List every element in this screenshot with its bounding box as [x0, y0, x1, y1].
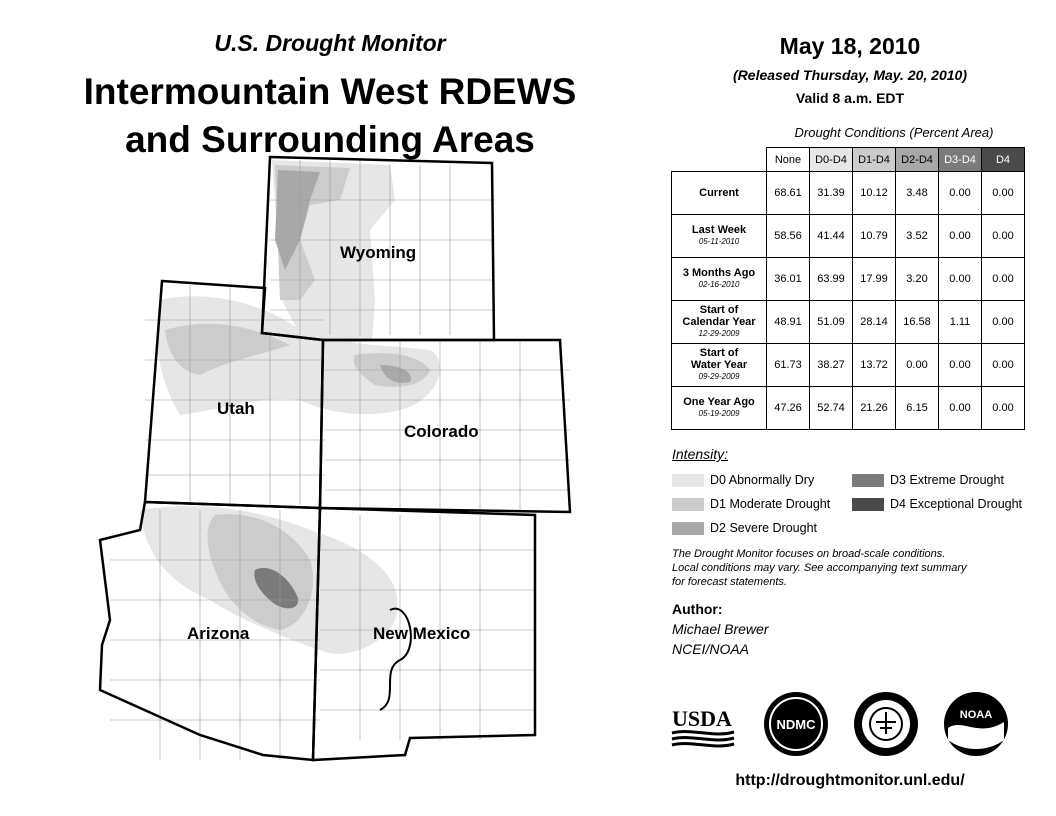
table-cell: 41.44: [810, 215, 853, 258]
row-label: Start of Calendar Year 12-29-2009: [672, 301, 767, 344]
table-row: [672, 301, 1025, 344]
table-cell: 28.14: [853, 301, 896, 344]
table-cell: 3.20: [896, 258, 939, 301]
table-cell: 0.00: [939, 258, 982, 301]
note-line: Local conditions may vary. See accompanying text summary: [672, 562, 967, 574]
map-title-line1: Intermountain West RDEWS: [83, 71, 577, 112]
table-cell: 52.74: [810, 387, 853, 430]
legend-label-d2: D2 Severe Drought: [710, 521, 818, 535]
svg-text:NDMC: NDMC: [776, 717, 816, 732]
table-cell: 10.12: [853, 172, 896, 215]
author-label: Author:: [672, 601, 723, 617]
table-header-row: [672, 148, 1025, 172]
legend-swatch-d3: [852, 474, 884, 487]
legend-item-d0: [672, 473, 814, 487]
col-header-d1-d4: D1-D4: [853, 148, 896, 172]
table-cell: 61.73: [767, 344, 810, 387]
state-label-utah: Utah: [217, 399, 255, 418]
row-label: Current: [672, 172, 767, 215]
table-cell: 0.00: [939, 172, 982, 215]
website-link[interactable]: http://droughtmonitor.unl.edu/: [735, 772, 965, 789]
table-cell: 58.56: [767, 215, 810, 258]
state-label-new-mexico: New Mexico: [373, 624, 471, 643]
state-label-arizona: Arizona: [187, 624, 250, 643]
agency-logos: [668, 688, 1018, 763]
table-cell: 68.61: [767, 172, 810, 215]
legend-item-d1: [672, 497, 830, 511]
table-cell: 21.26: [853, 387, 896, 430]
release-date: (Released Thursday, May. 20, 2010): [733, 67, 967, 83]
table-cell: 3.48: [896, 172, 939, 215]
map-title-line2: and Surrounding Areas: [125, 119, 535, 160]
valid-time: Valid 8 a.m. EDT: [795, 90, 905, 106]
noaa-logo: [944, 692, 1008, 756]
table-cell: 51.09: [810, 301, 853, 344]
row-label: Last Week 05-11-2010: [672, 215, 767, 258]
table-cell: 16.58: [896, 301, 939, 344]
drought-conditions-table: [671, 147, 1025, 430]
commerce-seal-logo: [854, 692, 918, 756]
table-cell: 0.00: [982, 301, 1025, 344]
map-date: May 18, 2010: [779, 33, 921, 59]
table-cell: 0.00: [939, 344, 982, 387]
legend-item-d3: [852, 473, 1004, 487]
table-cell: 0.00: [982, 258, 1025, 301]
table-corner: [672, 148, 767, 172]
col-header-none: None: [767, 148, 810, 172]
table-row: [672, 172, 1025, 215]
col-header-d0-d4: D0-D4: [810, 148, 853, 172]
table-cell: 0.00: [896, 344, 939, 387]
table-cell: 0.00: [982, 215, 1025, 258]
table-cell: 10.79: [853, 215, 896, 258]
author-name: Michael Brewer: [672, 621, 769, 637]
table-cell: 0.00: [982, 172, 1025, 215]
table-cell: 17.99: [853, 258, 896, 301]
svg-text:USDA: USDA: [672, 706, 732, 731]
table-cell: 47.26: [767, 387, 810, 430]
legend-swatch-d0: [672, 474, 704, 487]
legend-label-d0: D0 Abnormally Dry: [710, 473, 815, 487]
note-line: for forecast statements.: [672, 576, 787, 588]
table-cell: 3.52: [896, 215, 939, 258]
author-org: NCEI/NOAA: [672, 641, 750, 657]
row-label: Start of Water Year 09-29-2009: [672, 344, 767, 387]
table-cell: 6.15: [896, 387, 939, 430]
legend-swatch-d4: [852, 498, 884, 511]
legend-title: Intensity:: [672, 446, 729, 462]
table-cell: 0.00: [939, 215, 982, 258]
row-label: 3 Months Ago 02-16-2010: [672, 258, 767, 301]
disclaimer-note: [672, 547, 1022, 589]
table-row: [672, 258, 1025, 301]
legend-item-d4: [852, 497, 1022, 511]
legend-swatch-d1: [672, 498, 704, 511]
legend-label-d1: D1 Moderate Drought: [710, 497, 831, 511]
legend-item-d2: [672, 521, 817, 535]
state-label-wyoming: Wyoming: [340, 243, 417, 262]
table-cell: 48.91: [767, 301, 810, 344]
table-cell: 0.00: [982, 344, 1025, 387]
table-caption: Drought Conditions (Percent Area): [794, 125, 994, 140]
table-row: [672, 215, 1025, 258]
map-supertitle: U.S. Drought Monitor: [214, 30, 446, 56]
usda-logo: [672, 706, 734, 746]
table-cell: 13.72: [853, 344, 896, 387]
table-row: [672, 344, 1025, 387]
table-cell: 63.99: [810, 258, 853, 301]
table-cell: 0.00: [982, 387, 1025, 430]
svg-text:NOAA: NOAA: [959, 709, 993, 721]
table-row: [672, 387, 1025, 430]
table-cell: 1.11: [939, 301, 982, 344]
ndmc-logo: [764, 692, 828, 756]
state-label-colorado: Colorado: [404, 422, 479, 441]
row-label: One Year Ago 05-19-2009: [672, 387, 767, 430]
note-line: The Drought Monitor focuses on broad-scale conditions.: [672, 548, 946, 560]
table-cell: 0.00: [939, 387, 982, 430]
col-header-d2-d4: D2-D4: [896, 148, 939, 172]
drought-map: [0, 150, 640, 780]
legend-label-d3: D3 Extreme Drought: [890, 473, 1004, 487]
col-header-d4: D4: [982, 148, 1025, 172]
drought-shading: [140, 160, 440, 654]
legend-swatch-d2: [672, 522, 704, 535]
col-header-d3-d4: D3-D4: [939, 148, 982, 172]
table-cell: 31.39: [810, 172, 853, 215]
table-cell: 38.27: [810, 344, 853, 387]
table-cell: 36.01: [767, 258, 810, 301]
legend-label-d4: D4 Exceptional Drought: [890, 497, 1023, 511]
